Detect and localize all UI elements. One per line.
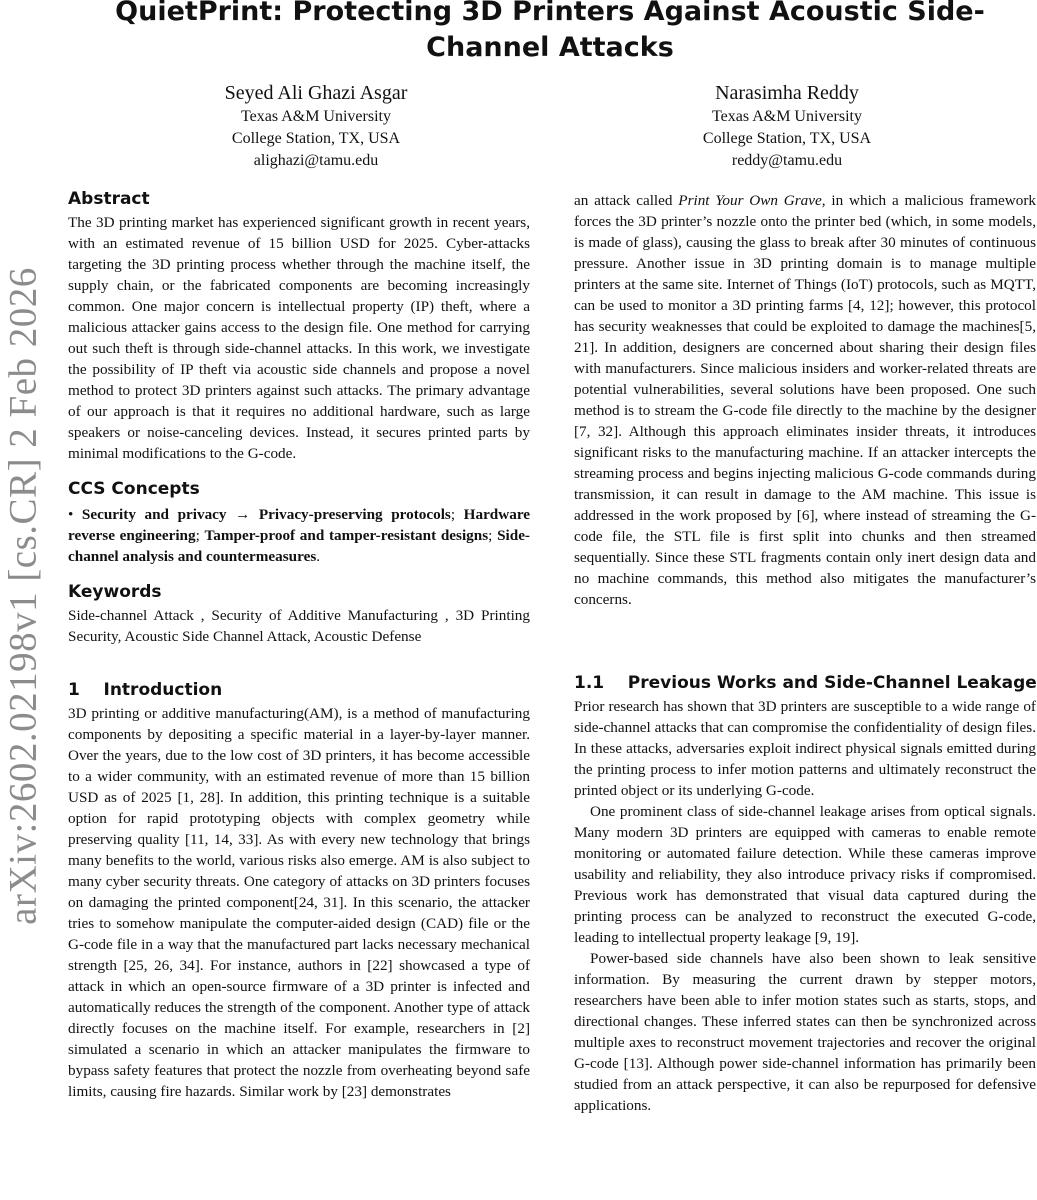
ccs-bullet: • — [68, 506, 74, 523]
intro-continuation — [574, 190, 1036, 610]
author-affiliation: Texas A&M University — [241, 108, 391, 125]
ccs-separator: ; — [488, 527, 493, 544]
abstract-heading: Abstract — [68, 189, 150, 209]
ccs-term: Hardware reverse engineering — [68, 506, 531, 544]
author-block-2 — [627, 80, 947, 172]
ccs-separator: ; — [195, 527, 200, 544]
attack-name: Print Your Own Grave — [678, 192, 822, 209]
author-email: reddy@tamu.edu — [731, 152, 843, 169]
ccs-term: Side-channel analysis and countermeasures — [68, 527, 530, 565]
arxiv-id: arXiv:2602.02198v1 [cs.CR] 2 Feb 2026 — [1, 267, 45, 925]
intro-text: 3D printing or additive manufacturing(AM), is a method of manufacturing components by depositing a specific material in a layer-by-layer manner. Over the years, due to the low cost of 3D printers, it has become accessible to a wider community, with an estimated revenue of more than 15 billion USD as of 2025 [1, 28]. In addition, this printing technique is a suitable option for rapid prototyping objects with complex geometry while preserving quality [11, 14, 33]. As with every new technology that brings many benefits to the world, various risks also emerge. AM is also subject to many cyber security threats. One category of attacks on 3D printers focuses on damaging the printed component[24, 31]. In this scenario, the attacker tries to somehow manipulate the computer-aided design (CAD) file or the G-code file in a way that the manufactured part lacks necessary mechanical strength [25, 26, 34]. For instance, authors in [22] showcased a type of attack in which an open-source firmware of a 3D printer is infected and automatically reduces the strength of the component. Another type of attack directly focuses on the machine itself. For example, researchers in [2] simulated a scenario in which an attacker manipulates the firmware to bypass safety features that protect the nozzle from overheating beyond safe limits, causing fire hazards. Similar work by [23] demonstrates — [68, 705, 530, 1100]
section-1-1-p2: One prominent class of side-channel leakage arises from optical signals. Many modern 3D printers are equipped with cameras to enable remote monitoring or automated failure detection. While these cameras improve usability and reliability, they also introduce privacy risks if compromised. Previous work has demonstrated that visual data captured during the printing process can be analyzed to reconstruct the executed G-code, leading to intellectual property leakage [9, 19]. — [574, 803, 1036, 946]
author-location: College Station, TX, USA — [231, 130, 401, 147]
ccs-term: Tamper-proof and tamper-resistant designs — [204, 527, 489, 544]
author-name: Seyed Ali Ghazi Asgar — [224, 82, 408, 104]
section-1-1-p3: Power-based side channels have also been shown to leak sensitive information. By measuring the current drawn by stepper motors, researchers have been able to infer motion states such as starts, stops, and directional changes. These inferred states can then be synchronized across multiple axes to reconstruct movement trajectories and recover the original G-code [13]. Although power side-channel information has primarily been studied from an attack perspective, it can also be repurposed for defensive applications. — [574, 950, 1036, 1114]
intro-heading: 1 Introduction — [68, 680, 223, 700]
author-email: alighazi@tamu.edu — [253, 152, 379, 169]
abstract-text: The 3D printing market has experienced significant growth in recent years, with an estimated revenue of 15 billion USD for 2025. Cyber-attacks targeting the 3D printing process whether through the machine itself, the supply chain, or the fabricated components are becoming increasingly common. One major concern is intellectual property (IP) theft, where a malicious attacker gains access to the design file. One method for carrying out such theft is through side-channel attacks. In this work, we investigate the possibility of IP theft via acoustic side channels and propose a novel method to protect 3D printers against such attacks. The primary advantage of our approach is that it requires no additional hardware, such as large speakers or noise-canceling devices. Instead, it secures printed parts by minimal modifications to the G-code. — [68, 214, 530, 462]
ccs-arrow: → — [235, 506, 251, 523]
author-name: Narasimha Reddy — [715, 82, 859, 104]
keywords-heading: Keywords — [68, 582, 162, 602]
left-column — [68, 186, 530, 1102]
section-1-1-p1: Prior research has shown that 3D printers are susceptible to a wide range of side-channel attacks that can compromise the confidentiality of design files. In these attacks, adversaries exploit indirect physical signals emitted during the printing process to infer motion patterns and ultimately reconstruct the printed object or its underlying G-code. — [574, 698, 1036, 799]
intro-cont-post: , in which a malicious framework forces the 3D printer’s nozzle onto the printer bed (which, in some models, is made of glass), causing the glass to break after 30 minutes of continuous pressure. Another issue in 3D printing domain is to manage multiple printers at the same site. Internet of Things (IoT) protocols, such as MQTT, can be used to monitor a 3D printing farms [4, 12]; however, this protocol has security weaknesses that could be exploited to damage the machines[5, 21]. In addition, designers are concerned about sharing their design files with manufacturers. Since malicious insiders and worker-related threats are potential vulnerabilities, several solutions have been proposed. One such method is to stream the G-code file directly to the machine by the designer [7, 32]. Although this approach eliminates insider threats, it introduces significant risks to the manufacturing machine. If an attacker intercepts the streaming process and begins injecting malicious G-code commands during transmission, it can result in damage to the AM machine. This issue is addressed in the work proposed by [6], where instead of streaming the G-code file, the STL file is first split into chunks and then streamed sequentially. Since these STL fragments contain only inert design data and no machine commands, this method also mitigates the manufacturer’s concerns. — [574, 192, 1036, 608]
section-1-1-heading: 1.1 Previous Works and Side-Channel Leakage — [574, 673, 1037, 693]
author-location: College Station, TX, USA — [702, 130, 872, 147]
ccs-text — [68, 504, 530, 567]
ccs-term: Privacy-preserving protocols — [258, 506, 451, 523]
ccs-term: Security and privacy — [81, 506, 227, 523]
keywords-text: Side-channel Attack , Security of Additive Manufacturing , 3D Printing Security, Acoustic Side Channel Attack, Acoustic Defense — [68, 607, 530, 645]
ccs-separator: ; — [450, 506, 456, 523]
ccs-heading: CCS Concepts — [68, 479, 200, 499]
author-affiliation: Texas A&M University — [712, 108, 862, 125]
arxiv-stamp — [0, 0, 46, 1200]
paper-title: QuietPrint: Protecting 3D Printers Against Acoustic Side-Channel Attacks — [115, 0, 985, 63]
right-column — [574, 190, 1036, 1116]
author-block-1 — [156, 80, 476, 172]
intro-cont-pre: an attack called — [574, 192, 679, 209]
ccs-separator: . — [316, 548, 321, 565]
